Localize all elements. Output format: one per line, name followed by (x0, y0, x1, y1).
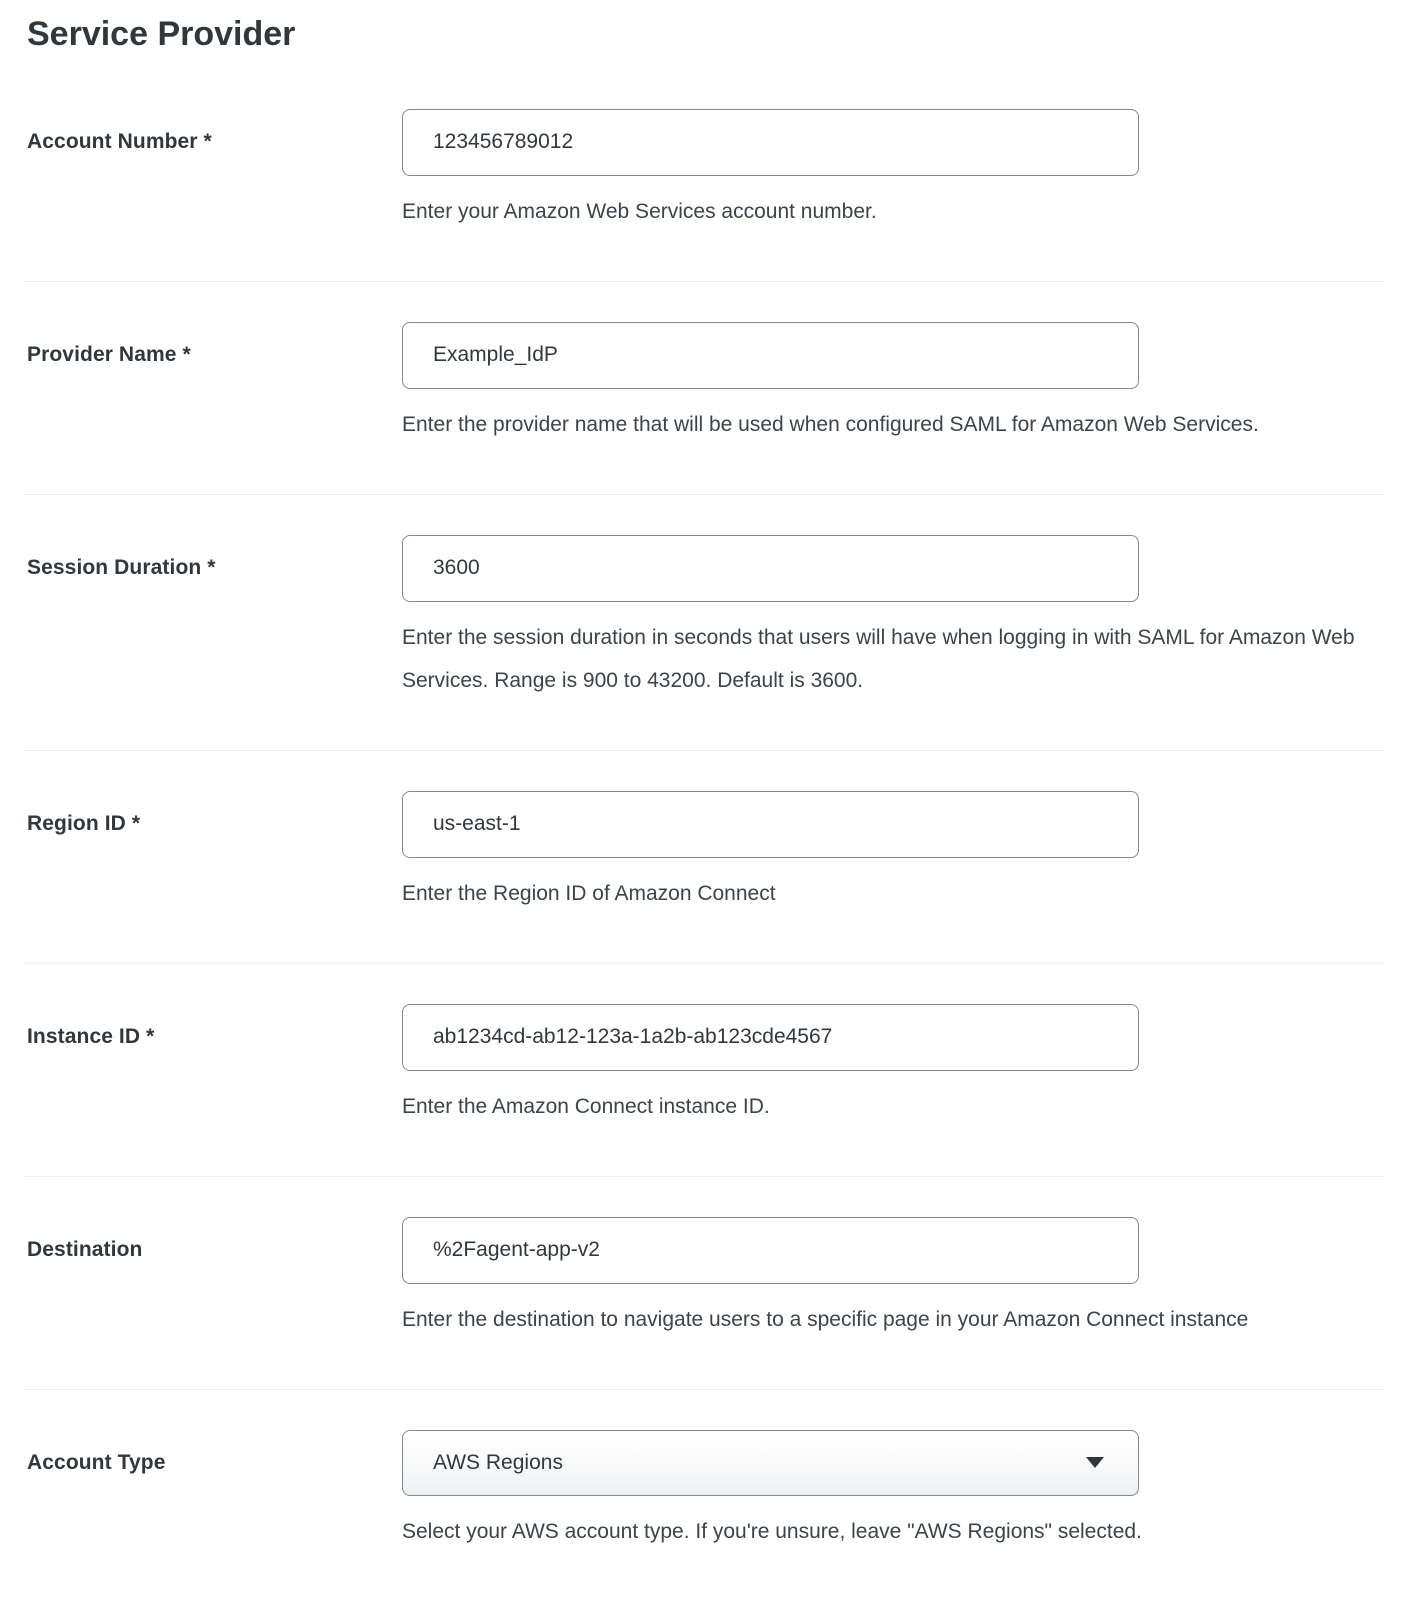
field-column (402, 109, 1384, 233)
field-label-column (27, 535, 402, 602)
field-label: Session Duration * (27, 556, 216, 580)
chevron-down-icon (1086, 1457, 1104, 1468)
field-help-text: Enter the session duration in seconds that users will have when logging in with SAML for Amazon Web Services. Range is 900 to 43200. Default is 3600. (402, 625, 1355, 692)
field-column (402, 1217, 1384, 1341)
account-type-select[interactable] (402, 1430, 1139, 1496)
form-row (24, 1177, 1384, 1390)
field-label-column (27, 1004, 402, 1071)
field-help-text: Select your AWS account type. If you're unsure, leave "AWS Regions" selected. (402, 1519, 1142, 1543)
form-row (24, 751, 1384, 964)
field-label-column (27, 322, 402, 389)
field-label: Instance ID * (27, 1025, 155, 1049)
field-column (402, 535, 1384, 702)
form-row (24, 1390, 1384, 1601)
field-help-text: Enter the Region ID of Amazon Connect (402, 881, 776, 905)
field-label: Destination (27, 1238, 143, 1262)
account-number-input[interactable] (402, 109, 1139, 176)
form-row (24, 69, 1384, 282)
field-label-column (27, 1217, 402, 1284)
destination-input[interactable] (402, 1217, 1139, 1284)
session-duration-input[interactable] (402, 535, 1139, 602)
field-help-text: Enter the Amazon Connect instance ID. (402, 1094, 770, 1118)
field-label: Account Number * (27, 130, 212, 154)
instance-id-input[interactable] (402, 1004, 1139, 1071)
form-row (24, 282, 1384, 495)
field-label-column (27, 791, 402, 858)
field-help-text: Enter your Amazon Web Services account number. (402, 199, 877, 223)
field-column (402, 1430, 1384, 1553)
field-help-text: Enter the destination to navigate users to a specific page in your Amazon Connect instance (402, 1307, 1249, 1331)
field-column (402, 791, 1384, 915)
page-title: Service Provider (27, 15, 296, 53)
field-label-column (27, 109, 402, 176)
field-label-column (27, 1430, 402, 1497)
form-row (24, 495, 1384, 751)
region-id-input[interactable] (402, 791, 1139, 858)
provider-name-input[interactable] (402, 322, 1139, 389)
field-label: Region ID * (27, 812, 141, 836)
selected-option-label: AWS Regions (433, 1450, 563, 1474)
field-label: Account Type (27, 1451, 166, 1475)
form-rows (24, 69, 1384, 1601)
field-help-text: Enter the provider name that will be used when configured SAML for Amazon Web Services. (402, 412, 1259, 436)
field-column (402, 322, 1384, 446)
field-column (402, 1004, 1384, 1128)
form-row (24, 964, 1384, 1177)
field-label: Provider Name * (27, 343, 191, 367)
